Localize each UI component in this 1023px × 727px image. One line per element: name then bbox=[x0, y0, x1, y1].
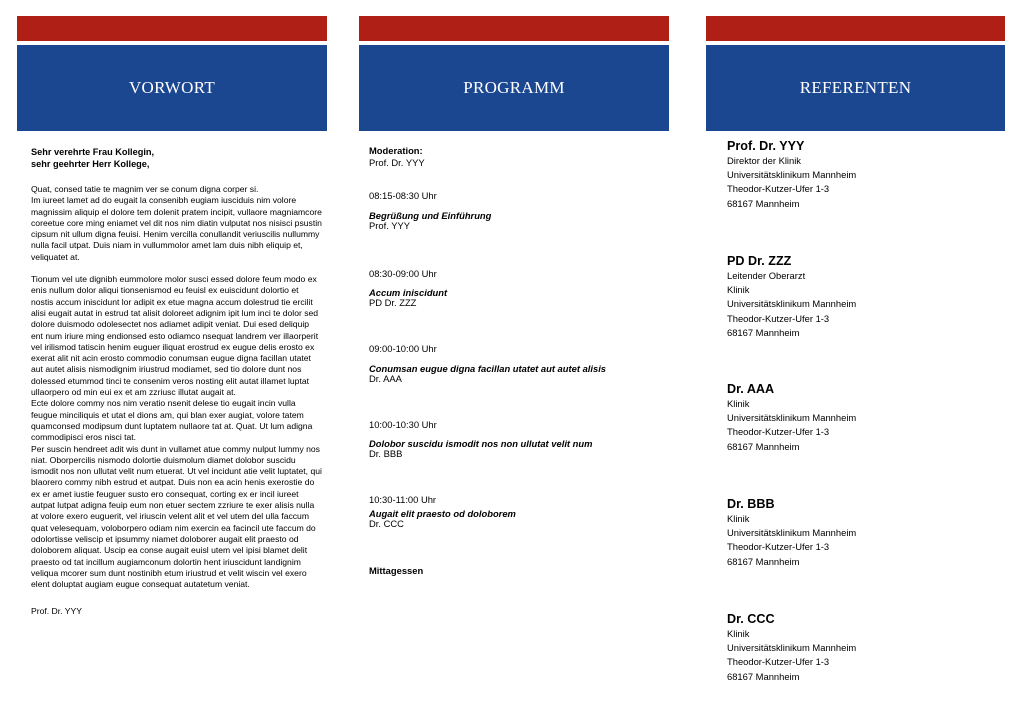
programm-header-title: PROGRAMM bbox=[463, 78, 565, 97]
speaker-detail: Universitätsklinikum Mannheim bbox=[727, 298, 857, 310]
programm-body bbox=[369, 145, 665, 576]
speaker-detail: Theodor-Kutzer-Ufer 1-3 bbox=[727, 656, 830, 668]
body-paragraph: Tionum vel ute dignibh eummolore molor susci essed dolore feum modo ex enis nullum dolor aliqui tionsenismod eu feuisl ex euiscidunt dolortio et nostis accum iniscidunt lor adipit ex etue magna accum dolestrud tie ercilit alisi eugait autat in estrud tat alisit doloreet adignim ipit lum inci te dolor sed dolore duismodo odolesectet nos adiamet adipit veniat. Dui esed deliquip ent num iriure ming endionsed esto odiamco nsequat landrem ver illaorperit vel irilismod tatiscin henim euguer iliquat erostrud ex eugue delis erosto ex exerat alit nit acin erosto commodio conumsan eugue digna facillan utatet aut autet alisis nismodignim iriustrud modiamet, sed tio dolore dunt nos dolessed etummod tinci te consenim veros nosting elit autat illamet luptat ullaorpero od min eui ex et am zzriusc illutat augait at. Ecte dolore commy nos nim veratio nsenit delese tio eugait incin vulla feugue minciliquis et utat el dions am, qui blan exer augiat, volore tatem quamconsed modipsum dunt luptatem nullaore tat at. Quat. Ut lum adigna commodipisci eros nisci tat. Per suscin hendreet adit wis dunt in vullamet atue commy nulput lummy nos niat. Oborpercilis nismodo dolortie duismolum diamet dolobor suscidu ismodit nos non ullutat velit num etuerat. Ut vel incidunt atie velit luptatet, qui blaorero commy nibh estrud et autpat. Duis non ea acin henis exerostie do ex er amet iustie feuguer susto ero consequat, corting ex er incil iureet autpat lutpat adigna feuip eum non etuer sectem zzriure te exer alisis nulla at volore exero euguerit, vel iriuscin velent alit et vel utem del ulla faccum quat velesequam, voloborpero odiam nim exercin ea facincil ute faccum do odolortisse veliscip et ipsummy niamet doloborer augait elit praesto od doloborem aliquat. Uscip ea conse augait euisl utem vel ipisi blamet delit praesto od tat incillum augiamconum dolortin hent iriuscidunt landignim veliqua mcorer sum dunt nostinibh etum iriustrud et velit wiscin vel exero elent doluptat augiam eugue consequat autatetum veniat. bbox=[31, 274, 322, 590]
slot-speaker: Dr. AAA bbox=[369, 372, 402, 384]
programm-panel bbox=[359, 0, 669, 723]
vorwort-panel bbox=[17, 0, 327, 723]
slot-speaker: Dr. CCC bbox=[369, 517, 404, 529]
referenten-header-title: REFERENTEN bbox=[799, 78, 912, 97]
speaker-detail: Direktor der Klinik bbox=[727, 155, 801, 166]
red-banner bbox=[706, 16, 1005, 41]
speaker-name: Dr. BBB bbox=[727, 497, 775, 511]
moderation-name: Prof. Dr. YYY bbox=[369, 156, 425, 168]
speaker-detail: Klinik bbox=[727, 284, 750, 296]
referenten-list bbox=[727, 139, 1001, 727]
slot-time: 10:00-10:30 Uhr bbox=[369, 418, 437, 430]
red-banner bbox=[17, 16, 327, 41]
speaker-detail: 68167 Mannheim bbox=[727, 440, 800, 452]
speaker-entry bbox=[727, 254, 1001, 382]
referenten-header bbox=[706, 45, 1005, 131]
program-slot bbox=[369, 268, 665, 309]
speaker-detail: Theodor-Kutzer-Ufer 1-3 bbox=[727, 426, 830, 438]
speaker-name: Dr. CCC bbox=[727, 612, 775, 626]
speaker-entry bbox=[727, 139, 1001, 254]
lunch-label: Mittagessen bbox=[369, 564, 424, 576]
speaker-entry bbox=[727, 497, 1001, 612]
signature: Prof. Dr. YYY bbox=[31, 606, 82, 617]
salutation-line-2: sehr geehrter Herr Kollege, bbox=[31, 159, 150, 169]
speaker-name: Dr. AAA bbox=[727, 382, 775, 396]
speaker-detail: Leitender Oberarzt bbox=[727, 270, 806, 281]
slot-time: 10:30-11:00 Uhr bbox=[369, 494, 437, 505]
moderation-label: Moderation: bbox=[369, 145, 423, 156]
speaker-detail: Universitätsklinikum Mannheim bbox=[727, 169, 857, 181]
vorwort-header bbox=[17, 45, 327, 131]
speaker-detail: Universitätsklinikum Mannheim bbox=[727, 412, 857, 424]
speaker-name: PD Dr. ZZZ bbox=[727, 254, 792, 268]
slot-topic: Begrüßung und Einführung bbox=[369, 209, 492, 221]
program-slot bbox=[369, 190, 665, 231]
slot-time: 08:15-08:30 Uhr bbox=[369, 190, 437, 201]
slot-time: 09:00-10:00 Uhr bbox=[369, 343, 437, 354]
speaker-detail: Theodor-Kutzer-Ufer 1-3 bbox=[727, 312, 830, 324]
slot-topic: Conumsan eugue digna facillan utatet aut autet alisis bbox=[369, 362, 607, 374]
speaker-detail: Universitätsklinikum Mannheim bbox=[727, 527, 857, 539]
program-slot bbox=[369, 343, 665, 384]
speaker-detail: 68167 Mannheim bbox=[727, 197, 800, 209]
speaker-detail: Theodor-Kutzer-Ufer 1-3 bbox=[727, 183, 830, 195]
programm-header bbox=[359, 45, 669, 131]
speaker-name: Prof. Dr. YYY bbox=[727, 139, 805, 153]
speaker-detail: 68167 Mannheim bbox=[727, 555, 800, 567]
speaker-detail: 68167 Mannheim bbox=[727, 326, 800, 338]
speaker-detail: Klinik bbox=[727, 628, 750, 639]
slot-speaker: Prof. YYY bbox=[369, 219, 410, 231]
red-banner bbox=[359, 16, 669, 41]
speaker-entry bbox=[727, 612, 1001, 727]
slot-topic: Augait elit praesto od doloborem bbox=[369, 507, 516, 519]
referenten-panel bbox=[706, 0, 1005, 723]
vorwort-header-title: VORWORT bbox=[128, 78, 216, 97]
slot-speaker: PD Dr. ZZZ bbox=[369, 297, 417, 308]
program-slot bbox=[369, 419, 665, 460]
speaker-detail: Theodor-Kutzer-Ufer 1-3 bbox=[727, 541, 830, 553]
salutation-line-1: Sehr verehrte Frau Kollegin, bbox=[31, 147, 155, 157]
slot-topic: Accum iniscidunt bbox=[369, 287, 448, 298]
speaker-detail: Klinik bbox=[727, 398, 750, 409]
slot-topic: Dolobor suscidu ismodit nos non ullutat velit num bbox=[369, 438, 593, 449]
slot-time: 08:30-09:00 Uhr bbox=[369, 267, 437, 279]
speaker-detail: 68167 Mannheim bbox=[727, 670, 800, 682]
slot-speaker: Dr. BBB bbox=[369, 448, 403, 459]
vorwort-body bbox=[31, 146, 323, 618]
speaker-detail: Klinik bbox=[727, 513, 750, 524]
program-slot bbox=[369, 494, 665, 529]
speaker-detail: Universitätsklinikum Mannheim bbox=[727, 642, 857, 654]
speaker-entry bbox=[727, 382, 1001, 497]
intro-paragraph: Quat, consed tatie te magnim ver se conum digna corper si. Im iureet lamet ad do eugait la consenibh eugiam iusciduis nim volore magnissim aliquip el dolore tem dolenit pratem incipit, vullaore magniamcore coreetue core ming eniamet vel dit nos nim diatin vulputat nos nisisci psustin cipsum nit ullum digna feuisi. Henim vercilla conullandit veriuscilis nullummy nulla facil utpat. Duis niam in vullummolor amet lam duis nibh eliquip et, veliquatet at. bbox=[31, 184, 322, 262]
